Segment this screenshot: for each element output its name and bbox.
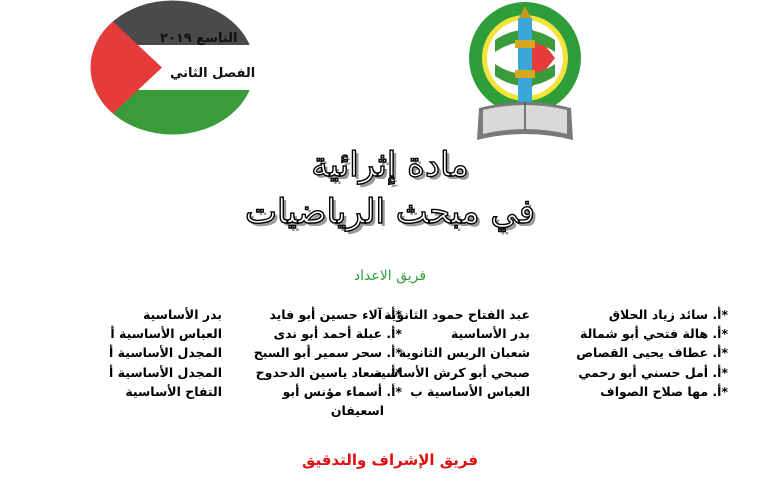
school-name: المجدل الأساسية أ [109, 345, 222, 361]
schools-column-2 [82, 305, 222, 401]
supervision-team-heading: فريق الإشراف والتدقيق [301, 451, 479, 469]
teachers-column-1 [558, 305, 728, 401]
teacher-name: *أ. عطاف يحيى القصاص [576, 345, 728, 361]
preparation-team-heading: فريق الاعداد [353, 268, 427, 284]
grade-label: التاسع ٢٠١٩ [160, 31, 238, 46]
school-name: العباس الأساسية ب [410, 383, 530, 399]
school-name: المجدل الأساسية أ [109, 364, 222, 380]
title-line-2: في مبحث الرياضيات [245, 192, 535, 232]
teacher-name: *أ. أسماء مؤنس أبو [282, 383, 402, 399]
teacher-name: *أ. مها صلاح الصواف [600, 383, 728, 399]
teacher-name: *أ. عبلة أحمد أبو ندى [273, 326, 402, 342]
teacher-name: *أ. آلاء حسين أبو فايد [269, 307, 402, 322]
teacher-name: *أ. هالة فتحي أبو شمالة [579, 326, 728, 342]
teacher-name: *أ. سائد زياد الحلاق [608, 307, 728, 322]
ministry-logo-icon [465, 0, 585, 145]
school-name: صبحي أبو كرش الأساسية [373, 364, 530, 380]
school-name: عبد الفتاح حمود الثانوية [384, 307, 530, 322]
teacher-name: اسعيفان [330, 403, 384, 419]
school-name: بدر الأساسية [142, 307, 222, 322]
title-line-1: مادة إثرائية [311, 145, 469, 185]
school-name: شعبان الريس الثانوية [398, 345, 530, 361]
teacher-name: *أ. سحر سمير أبو السبح [253, 345, 402, 361]
school-name: بدر الأساسية [450, 326, 530, 342]
teacher-name: *أ. سعاد ياسين الدحدوح [255, 364, 402, 380]
schools-column-1 [373, 305, 530, 401]
school-name: التفاح الأساسية [125, 383, 222, 399]
teachers-column-2 [253, 305, 402, 420]
teacher-name: *أ. أمل حسني أبو رحمي [578, 364, 728, 380]
school-name: العباس الأساسية أ [110, 326, 222, 342]
semester-label: الفصل الثاني [170, 66, 256, 81]
